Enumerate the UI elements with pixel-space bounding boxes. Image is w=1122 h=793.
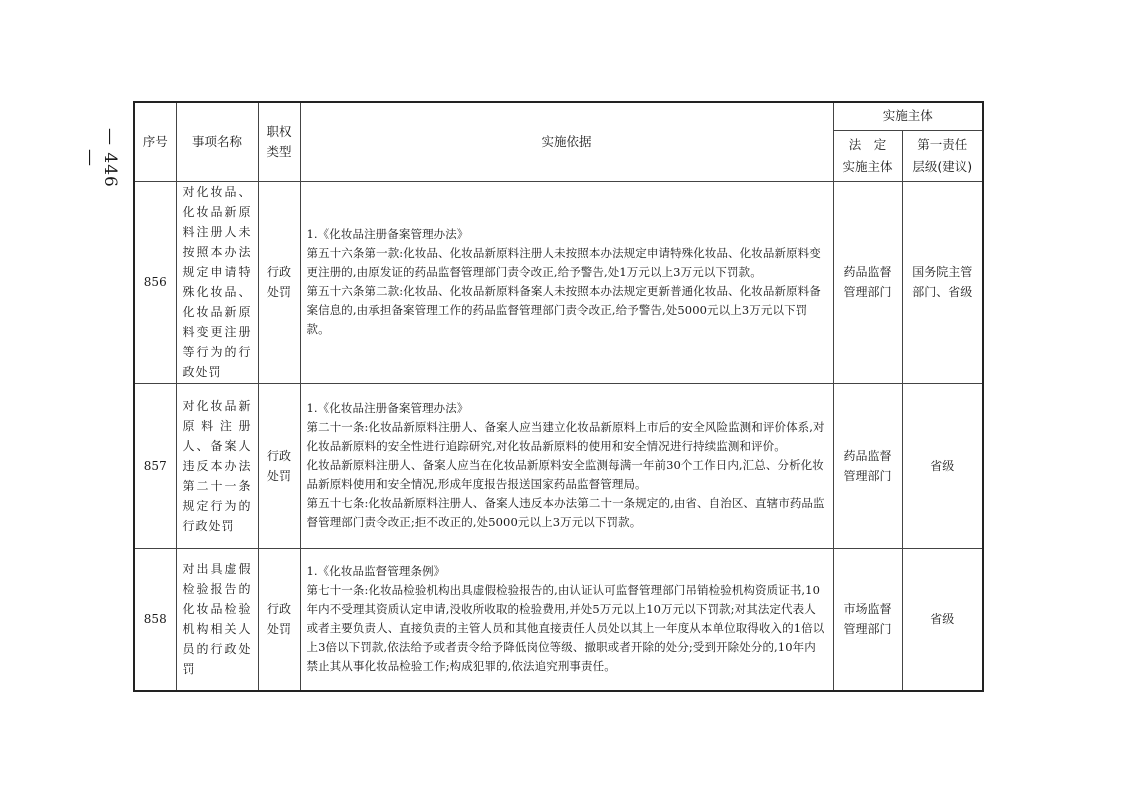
row-name: 对化妆品新原料注册人、备案人违反本办法第二十一条规定行为的行政处罚 (176, 383, 258, 548)
row-legal-subject: 药品监督 管理部门 (833, 181, 902, 383)
header-name: 事项名称 (176, 102, 258, 181)
row-no: 856 (134, 181, 176, 383)
enforcement-table (133, 101, 984, 692)
row-basis: 1.《化妆品监督管理条例》 第七十一条:化妆品检验机构出具虚假检验报告的,由认证认可监督管理部门吊销检验机构资质证书,10年内不受理其资质认定申请,没收所收取的检验费用,并处5万元以上10万元以下罚款;对其法定代表人或者主要负责人、直接负责的主管人员和其他直接责任人员处以其上一年度从本单位取得收入的1倍以上3倍以下罚款,依法给予或者责令给予降低岗位等级、撤职或者开除的处分;受到开除处分的,10年内禁止其从事化妆品检验工作;构成犯罪的,依法追究刑事责任。 (300, 548, 833, 691)
table-row (134, 181, 983, 383)
table-row (134, 383, 983, 548)
row-basis: 1.《化妆品注册备案管理办法》 第五十六条第一款:化妆品、化妆品新原料注册人未按照本办法规定申请特殊化妆品、化妆品新原料变更注册的,由原发证的药品监督管理部门责令改正,给予警告,处1万元以上3万元以下罚款。 第五十六条第二款:化妆品、化妆品新原料备案人未按照本办法规定更新普通化妆品、化妆品新原料备案信息的,由承担备案管理工作的药品监督管理部门责令改正,给予警告,处5000元以上3万元以下罚款。 (300, 181, 833, 383)
row-legal-subject: 市场监督 管理部门 (833, 548, 902, 691)
row-name: 对出具虚假检验报告的化妆品检验机构相关人员的行政处罚 (176, 548, 258, 691)
header-legal-subject: 法 定 实施主体 (833, 130, 902, 181)
row-level: 国务院主管 部门、省级 (902, 181, 983, 383)
header-no: 序号 (134, 102, 176, 181)
row-no: 857 (134, 383, 176, 548)
row-level: 省级 (902, 548, 983, 691)
row-name: 对化妆品、化妆品新原料注册人未按照本办法规定申请特殊化妆品、化妆品新原料变更注册等行为的行政处罚 (176, 181, 258, 383)
table-row (134, 548, 983, 691)
header-basis: 实施依据 (300, 102, 833, 181)
page-number: — 446 — (80, 128, 120, 188)
header-first-level: 第一责任 层级(建议) (902, 130, 983, 181)
header-subject-group: 实施主体 (833, 102, 983, 130)
row-type: 行政 处罚 (258, 383, 300, 548)
header-type: 职权 类型 (258, 102, 300, 181)
row-type: 行政 处罚 (258, 548, 300, 691)
row-no: 858 (134, 548, 176, 691)
row-legal-subject: 药品监督 管理部门 (833, 383, 902, 548)
row-basis: 1.《化妆品注册备案管理办法》 第二十一条:化妆品新原料注册人、备案人应当建立化妆品新原料上市后的安全风险监测和评价体系,对化妆品新原料的安全性进行追踪研究,对化妆品新原料的使用和安全情况进行持续监测和评价。 化妆品新原料注册人、备案人应当在化妆品新原料安全监测每满一年前30个工作日内,汇总、分析化妆品新原料使用和安全情况,形成年度报告报送国家药品监督管理局。 第五十七条:化妆品新原料注册人、备案人违反本办法第二十一条规定的,由省、自治区、直辖市药品监督管理部门责令改正;拒不改正的,处5000元以上3万元以下罚款。 (300, 383, 833, 548)
row-type: 行政 处罚 (258, 181, 300, 383)
row-level: 省级 (902, 383, 983, 548)
